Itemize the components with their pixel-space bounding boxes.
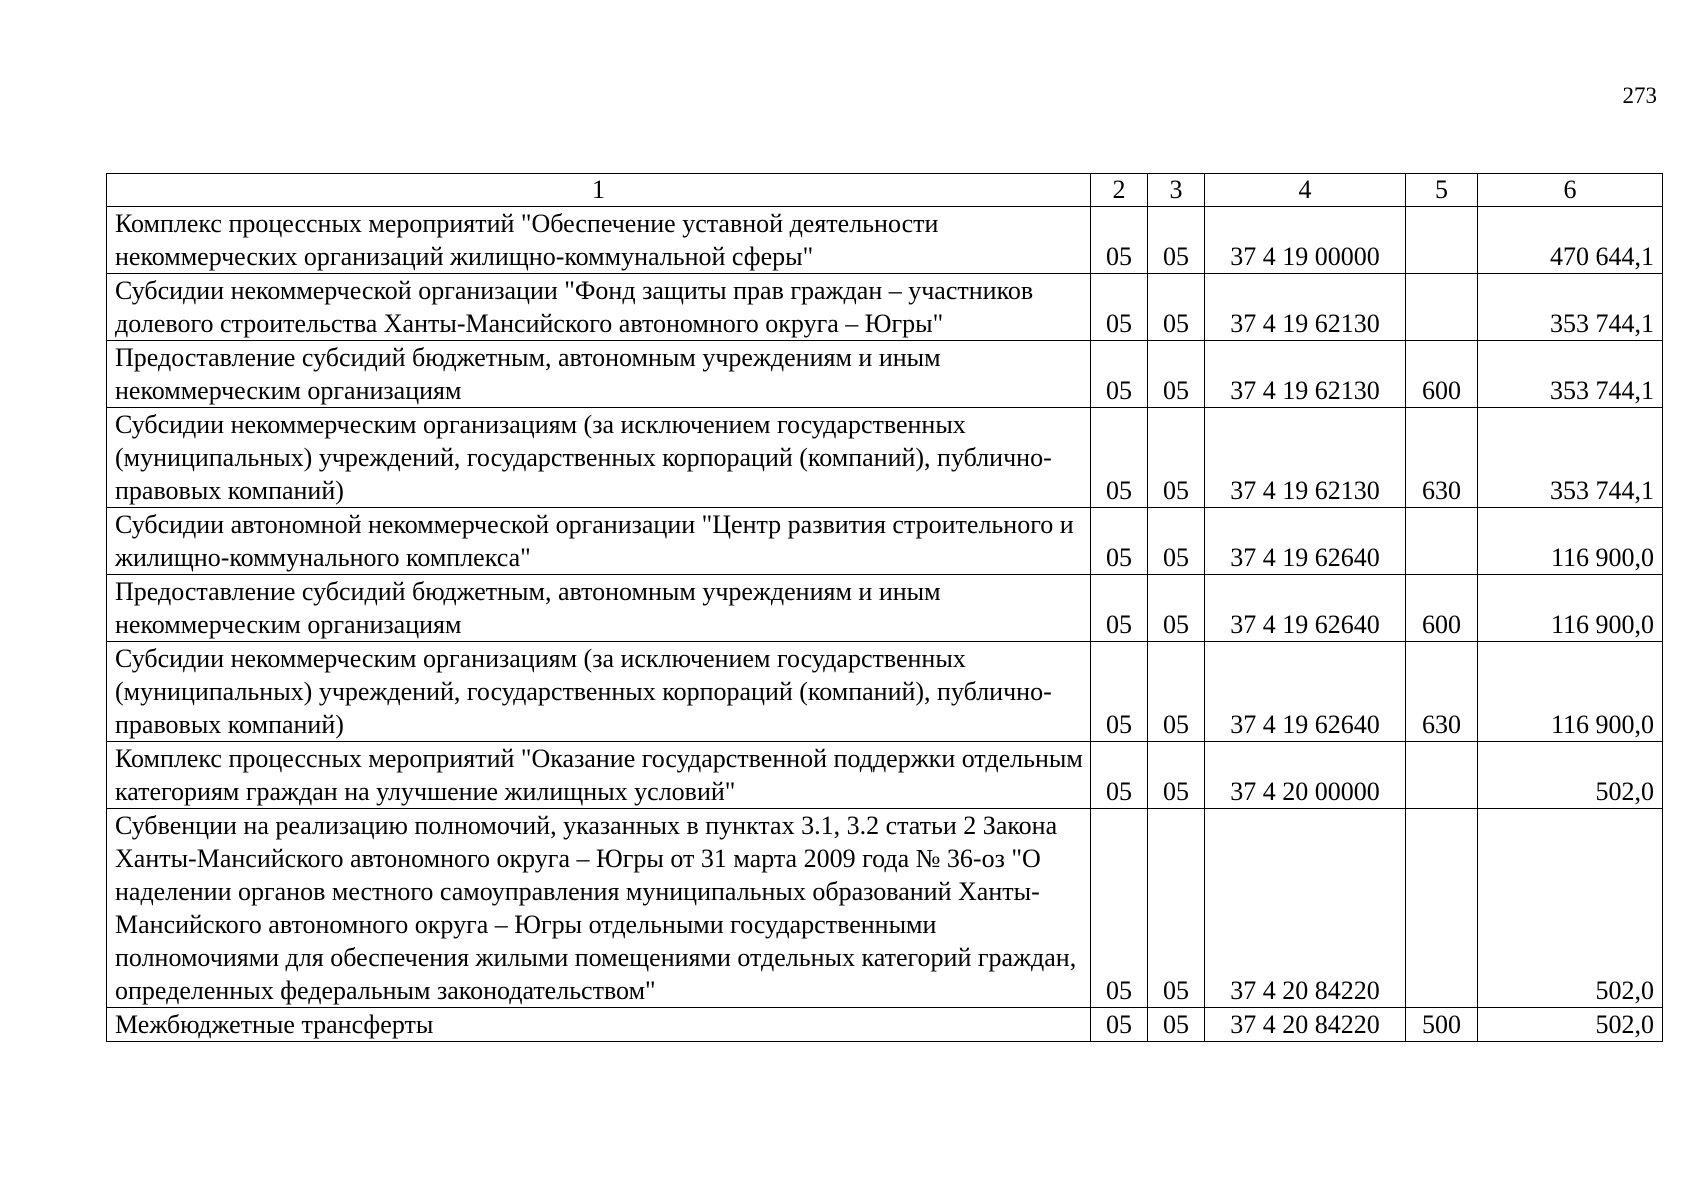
expense-type-cell: 600: [1406, 575, 1478, 642]
target-article-cell: 37 4 20 84220: [1205, 809, 1406, 1008]
table-row: [107, 642, 1663, 742]
table-row: [107, 742, 1663, 809]
section-code-cell: 05: [1091, 408, 1148, 508]
amount-cell: 353 744,1: [1478, 274, 1663, 341]
target-article-cell: 37 4 19 62130: [1205, 341, 1406, 408]
expense-type-cell: [1406, 809, 1478, 1008]
table-row: [107, 809, 1663, 1008]
section-code-cell: 05: [1091, 742, 1148, 809]
target-article-cell: 37 4 19 62130: [1205, 274, 1406, 341]
amount-cell: 353 744,1: [1478, 341, 1663, 408]
subsection-code-cell: 05: [1148, 742, 1205, 809]
subsection-code-cell: 05: [1148, 642, 1205, 742]
column-header-2: 2: [1091, 174, 1148, 207]
section-code-cell: 05: [1091, 274, 1148, 341]
target-article-cell: 37 4 20 84220: [1205, 1008, 1406, 1042]
column-header-3: 3: [1148, 174, 1205, 207]
subsection-code-cell: 05: [1148, 341, 1205, 408]
expense-type-cell: [1406, 207, 1478, 274]
expense-type-cell: [1406, 508, 1478, 575]
section-code-cell: 05: [1091, 207, 1148, 274]
amount-cell: 116 900,0: [1478, 642, 1663, 742]
item-name-cell: Межбюджетные трансферты: [107, 1008, 1091, 1042]
item-name-cell: Субвенции на реализацию полномочий, указанных в пунктах 3.1, 3.2 статьи 2 Закона Ханты-Мансийского автономного округа – Югры от 31 марта 2009 года № 36-оз "О наделении органов местного самоуправления муниципальных образований Ханты-Мансийского автономного округа – Югры отдельными государственными полномочиями для обеспечения жилыми помещениями отдельных категорий граждан, определенных федеральным законодательством": [107, 809, 1091, 1008]
target-article-cell: 37 4 20 00000: [1205, 742, 1406, 809]
column-header-4: 4: [1205, 174, 1406, 207]
expense-type-cell: [1406, 742, 1478, 809]
section-code-cell: 05: [1091, 809, 1148, 1008]
expense-type-cell: 630: [1406, 408, 1478, 508]
target-article-cell: 37 4 19 62640: [1205, 575, 1406, 642]
section-code-cell: 05: [1091, 341, 1148, 408]
target-article-cell: 37 4 19 62640: [1205, 642, 1406, 742]
section-code-cell: 05: [1091, 575, 1148, 642]
target-article-cell: 37 4 19 00000: [1205, 207, 1406, 274]
table-row: [107, 408, 1663, 508]
column-header-6: 6: [1478, 174, 1663, 207]
section-code-cell: 05: [1091, 642, 1148, 742]
item-name-cell: Субсидии некоммерческим организациям (за исключением государственных (муниципальных) учреждений, государственных корпораций (компаний), публично-правовых компаний): [107, 408, 1091, 508]
item-name-cell: Предоставление субсидий бюджетным, автономным учреждениям и иным некоммерческим организациям: [107, 341, 1091, 408]
amount-cell: 502,0: [1478, 809, 1663, 1008]
table-row: [107, 274, 1663, 341]
column-header-1: 1: [107, 174, 1091, 207]
target-article-cell: 37 4 19 62130: [1205, 408, 1406, 508]
column-header-5: 5: [1406, 174, 1478, 207]
expense-type-cell: 600: [1406, 341, 1478, 408]
section-code-cell: 05: [1091, 1008, 1148, 1042]
amount-cell: 470 644,1: [1478, 207, 1663, 274]
expense-type-cell: 500: [1406, 1008, 1478, 1042]
item-name-cell: Комплекс процессных мероприятий "Оказание государственной поддержки отдельным категориям граждан на улучшение жилищных условий": [107, 742, 1091, 809]
table-row: [107, 508, 1663, 575]
item-name-cell: Субсидии автономной некоммерческой организации "Центр развития строительного и жилищно-коммунального комплекса": [107, 508, 1091, 575]
subsection-code-cell: 05: [1148, 274, 1205, 341]
subsection-code-cell: 05: [1148, 809, 1205, 1008]
table-row: [107, 207, 1663, 274]
subsection-code-cell: 05: [1148, 575, 1205, 642]
item-name-cell: Субсидии некоммерческим организациям (за исключением государственных (муниципальных) учреждений, государственных корпораций (компаний), публично-правовых компаний): [107, 642, 1091, 742]
page-number: 273: [1622, 83, 1657, 108]
item-name-cell: Комплекс процессных мероприятий "Обеспечение уставной деятельности некоммерческих организаций жилищно-коммунальной сферы": [107, 207, 1091, 274]
amount-cell: 353 744,1: [1478, 408, 1663, 508]
table-row: [107, 575, 1663, 642]
budget-table: [106, 173, 1663, 1042]
table-header-row: [107, 174, 1663, 207]
amount-cell: 502,0: [1478, 1008, 1663, 1042]
item-name-cell: Субсидии некоммерческой организации "Фонд защиты прав граждан – участников долевого строительства Ханты-Мансийского автономного округа – Югры": [107, 274, 1091, 341]
amount-cell: 116 900,0: [1478, 508, 1663, 575]
amount-cell: 502,0: [1478, 742, 1663, 809]
subsection-code-cell: 05: [1148, 1008, 1205, 1042]
subsection-code-cell: 05: [1148, 408, 1205, 508]
section-code-cell: 05: [1091, 508, 1148, 575]
amount-cell: 116 900,0: [1478, 575, 1663, 642]
table-row: [107, 1008, 1663, 1042]
subsection-code-cell: 05: [1148, 508, 1205, 575]
expense-type-cell: [1406, 274, 1478, 341]
expense-type-cell: 630: [1406, 642, 1478, 742]
table-row: [107, 341, 1663, 408]
item-name-cell: Предоставление субсидий бюджетным, автономным учреждениям и иным некоммерческим организациям: [107, 575, 1091, 642]
subsection-code-cell: 05: [1148, 207, 1205, 274]
target-article-cell: 37 4 19 62640: [1205, 508, 1406, 575]
